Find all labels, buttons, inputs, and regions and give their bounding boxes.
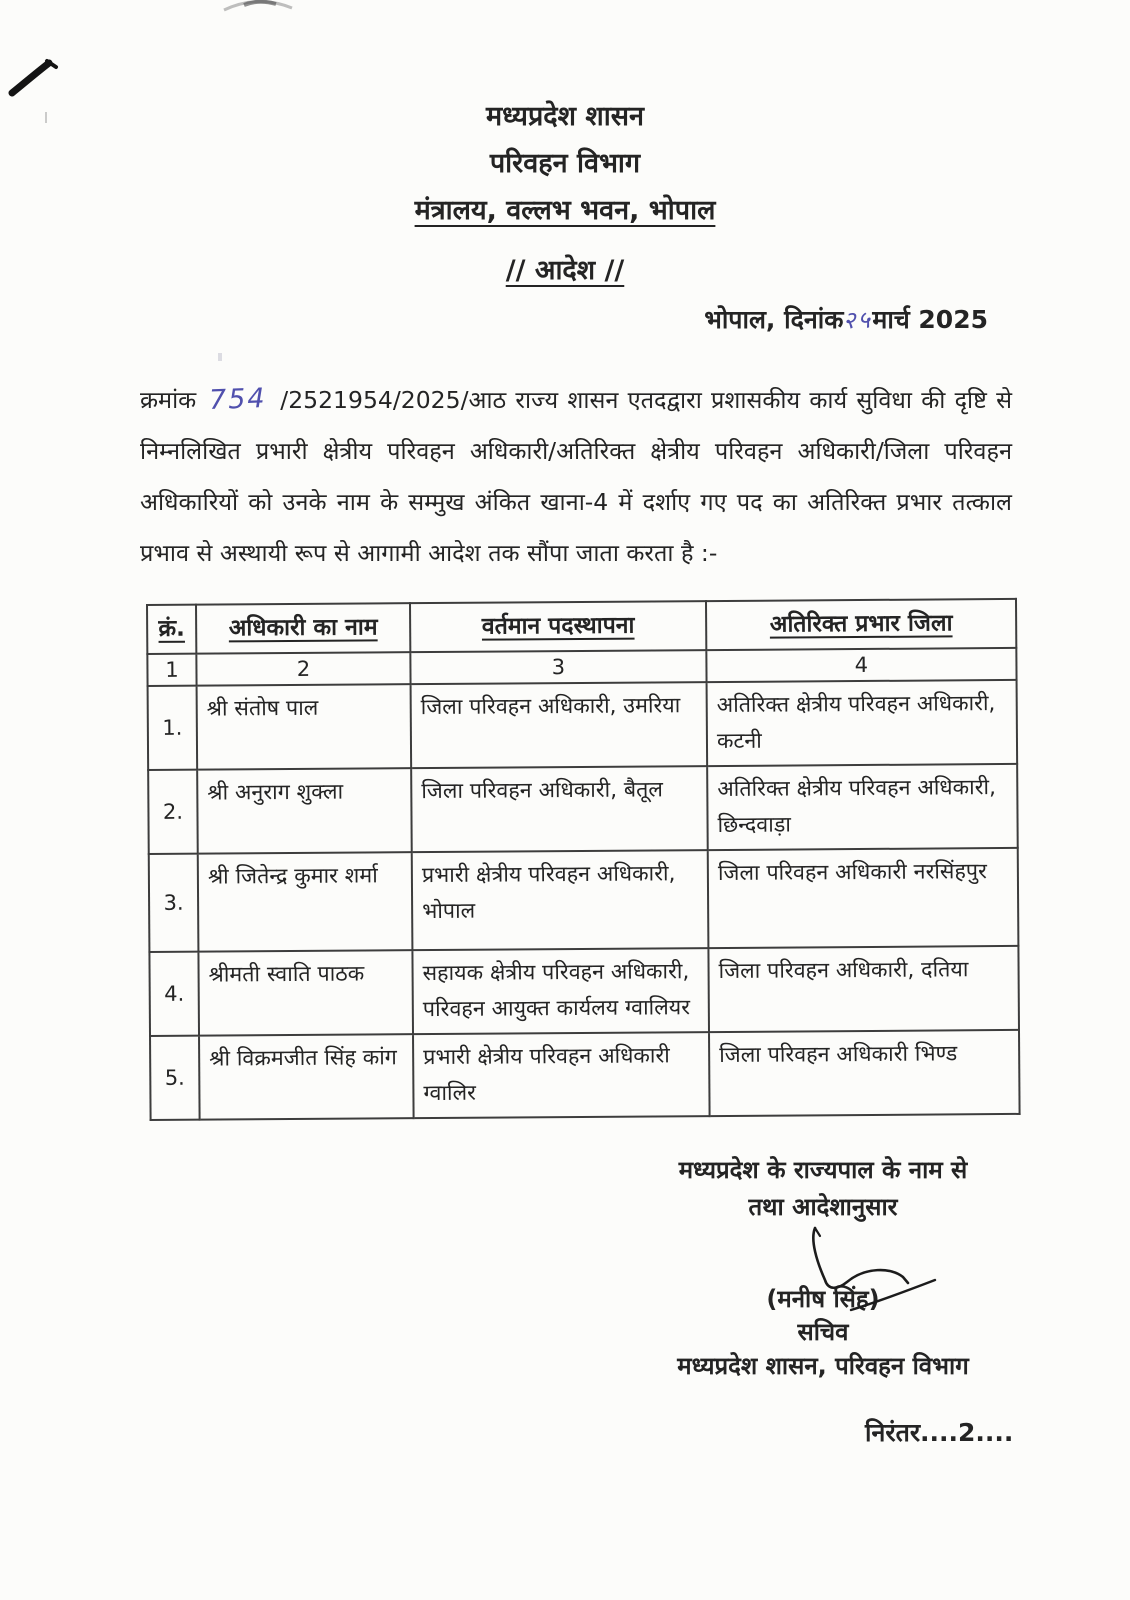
cell-current-posting: प्रभारी क्षेत्रीय परिवहन अधिकारी, भोपाल [412, 850, 709, 950]
header-label-sn: क्रं. [158, 615, 185, 642]
cell-serial: 1. [148, 686, 198, 770]
place-date-prefix: भोपाल, दिनांक [704, 305, 844, 334]
column-number-cell: 3 [410, 650, 706, 684]
scan-speck [218, 353, 222, 361]
cell-officer-name: श्री अनुराग शुक्ला [197, 768, 412, 853]
header-label-current: वर्तमान पदस्थापना [481, 612, 635, 640]
cell-serial: 5. [150, 1036, 200, 1120]
cell-current-posting: जिला परिवहन अधिकारी, उमरिया [411, 682, 708, 768]
cell-current-posting: प्रभारी क्षेत्रीय परिवहन अधिकारी ग्वालिर [413, 1032, 710, 1118]
header-cell-sn [147, 605, 196, 654]
cell-current-posting: जिला परिवहन अधिकारी, बैतूल [411, 766, 708, 852]
place-date-suffix: मार्च 2025 [872, 305, 988, 334]
order-body-text: /2521954/2025/आठ राज्य शासन एतदद्वारा प्रशासकीय कार्य सुविधा की दृष्टि से निम्नलिखित प्रभारी क्षेत्रीय परिवहन अधिकारी/अतिरिक्त क्षेत्रीय परिवहन अधिकारी/जिला परिवहन अधिकारियों को उनके नाम के सम्मुख अंकित खाना-4 में दर्शाए गए पद का अतिरिक्त प्रभार तत्काल प्रभाव से अस्थायी रूप से आगामी आदेश तक सौंपा जाता करता है :- [140, 386, 1012, 567]
handwritten-order-number: 754 [208, 383, 268, 416]
column-number-cell: 1 [147, 654, 196, 686]
officer-charge-table [146, 598, 1021, 1121]
cell-current-posting: सहायक क्षेत्रीय परिवहन अधिकारी, परिवहन आयुक्त कार्यलय ग्वालियर [412, 948, 709, 1034]
table-row [148, 764, 1018, 854]
handwritten-date-number: २५ [842, 305, 873, 335]
cell-officer-name: श्री विक्रमजीत सिंह कांग [199, 1034, 414, 1119]
column-number-cell: 2 [196, 652, 410, 685]
signatory-department: मध्यप्रदेश शासन, परिवहन विभाग [677, 1352, 969, 1380]
order-body-paragraph [140, 374, 1012, 579]
cell-additional-charge: अतिरिक्त क्षेत्रीय परिवहन अधिकारी, कटनी [707, 680, 1018, 766]
cell-additional-charge: अतिरिक्त क्षेत्रीय परिवहन अधिकारी, छिन्दवाड़ा [707, 764, 1018, 850]
authority-line-1: मध्यप्रदेश के राज्यपाल के नाम से [678, 1156, 968, 1184]
cell-additional-charge: जिला परिवहन अधिकारी, दतिया [708, 946, 1019, 1032]
department-name: परिवहन विभाग [489, 148, 641, 179]
pen-stroke-mark [8, 52, 66, 100]
header-cell-name [196, 603, 410, 653]
signature-block [593, 1155, 1053, 1381]
header-label-additional: अतिरिक्त प्रभार जिला [769, 610, 953, 638]
column-number-cell: 4 [706, 648, 1016, 682]
document-header [0, 102, 1130, 303]
signatory-name: (मनीष सिंह) [766, 1285, 880, 1313]
order-number-label: क्रमांक [140, 386, 206, 414]
scan-smudge-mark [222, 0, 294, 14]
table-row [149, 946, 1019, 1036]
cell-additional-charge: जिला परिवहन अधिकारी नरसिंहपुर [708, 848, 1019, 948]
table-header-row [147, 599, 1016, 654]
place-date-line [704, 302, 988, 336]
cell-serial: 3. [149, 854, 199, 952]
cell-serial: 2. [148, 770, 198, 854]
order-title: // आदेश // [505, 255, 625, 286]
cell-serial: 4. [149, 952, 199, 1036]
cell-officer-name: श्री संतोष पाल [197, 684, 412, 769]
cell-officer-name: श्रीमती स्वाति पाठक [198, 950, 413, 1035]
continuation-note: निरंतर....2.... [865, 1418, 1014, 1447]
table-row [150, 1030, 1020, 1120]
header-cell-additional [706, 599, 1016, 650]
government-name: मध्यप्रदेश शासन [485, 101, 644, 132]
cell-officer-name: श्री जितेन्द्र कुमार शर्मा [198, 852, 413, 951]
lower-content [0, 604, 1130, 1449]
header-label-name: अधिकारी का नाम [228, 614, 378, 642]
table-row [149, 848, 1019, 952]
header-cell-current [410, 601, 706, 652]
office-address: मंत्रालय, वल्लभ भवन, भोपाल [414, 195, 716, 226]
signature-icon [737, 1224, 937, 1294]
cell-additional-charge: जिला परिवहन अधिकारी भिण्ड [709, 1030, 1020, 1116]
authority-line-2: तथा आदेशानुसार [748, 1193, 898, 1221]
table-row [148, 680, 1018, 770]
signatory-designation: सचिव [797, 1318, 849, 1346]
